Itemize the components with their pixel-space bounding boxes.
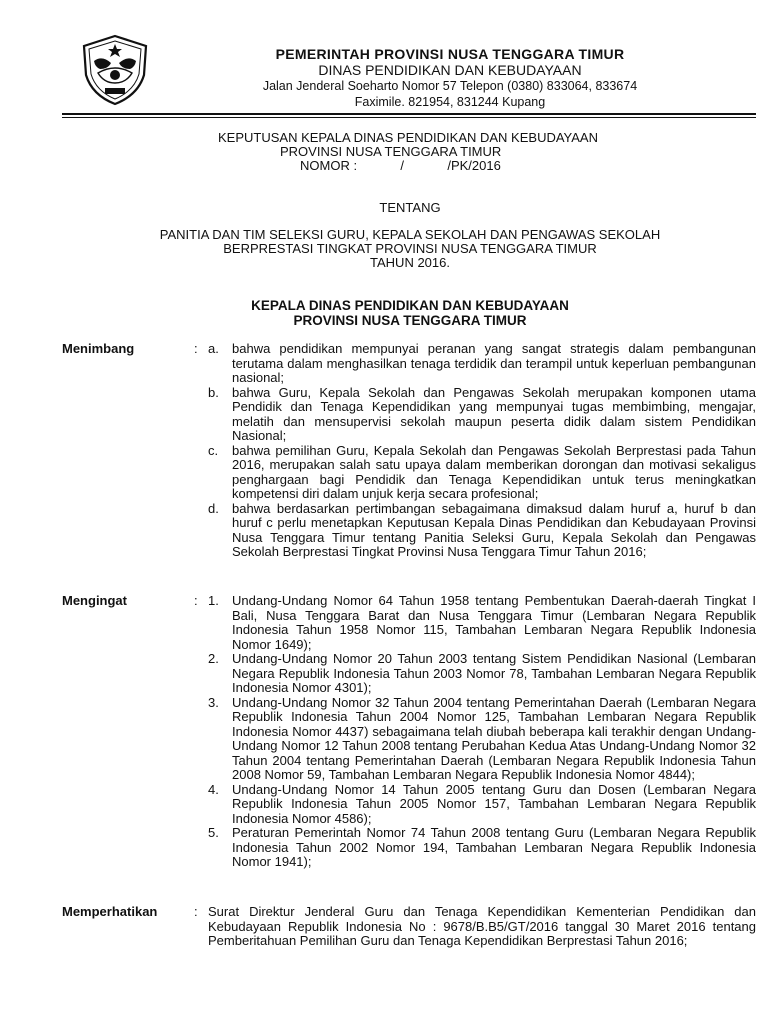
list-item <box>208 652 756 696</box>
menimbang-label: Menimbang <box>62 341 135 356</box>
list-item <box>208 783 756 827</box>
item-marker: 1. <box>208 593 219 608</box>
item-text: bahwa pemilihan Guru, Kepala Sekolah dan Pengawas Sekolah Berprestasi pada Tahun 2016, merupakan salah satu upaya dalam memberikan dorongan dan motivasi sekaligus penghargaan bagi Pendidik dan Tenaga Kependidikan untuk terus meningkatkan kompetensi diri dalam unjuk kerja secara profesional; <box>232 442 756 501</box>
issuing-official <box>100 298 720 328</box>
item-text: Peraturan Pemerintah Nomor 74 Tahun 2008 tentang Guru (Lembaran Negara Republik Indonesia Tahun 2002 Nomor 194, Tambahan Lembaran Negara Republik Indonesia Nomor 1941); <box>232 825 756 869</box>
official-line2: PROVINSI NUSA TENGGARA TIMUR <box>293 313 527 328</box>
provincial-crest-icon <box>78 33 152 107</box>
mengingat-colon: : <box>194 593 198 608</box>
official-line1: KEPALA DINAS PENDIDIKAN DAN KEBUDAYAAN <box>251 298 569 313</box>
item-marker: b. <box>208 384 219 400</box>
subject-line3: TAHUN 2016. <box>370 255 450 270</box>
list-item <box>208 826 756 870</box>
decree-subject <box>100 228 720 270</box>
item-marker: 2. <box>208 651 219 666</box>
item-text: Undang-Undang Nomor 20 Tahun 2003 tentang Sistem Pendidikan Nasional (Lembaran Negara Republik Indonesia Tahun 2003 Nomor 78, Tambahan Lembaran Negara Republik Indonesia Nomor 4301); <box>232 651 756 695</box>
item-marker: c. <box>208 442 219 458</box>
item-text: Undang-Undang Nomor 14 Tahun 2005 tentang Guru dan Dosen (Lembaran Negara Republik Indonesia Tahun 2005 Nomor 157, Tambahan Lembaran Negara Republik Indonesia Nomor 4586); <box>232 781 756 826</box>
mengingat-list <box>208 594 756 870</box>
decree-number: NOMOR : / /PK/2016 <box>300 158 501 173</box>
agency-name: DINAS PENDIDIKAN DAN KEBUDAYAAN <box>318 62 582 78</box>
item-text: bahwa Guru, Kepala Sekolah dan Pengawas Sekolah merupakan komponen utama Pendidik dan Tenaga Kependidikan yang mempunyai tugas membimbing, mengajar, melatih dan mensupervisi sekolah maupun peserta didik dalam sistem Pendidikan Nasional; <box>232 384 756 443</box>
agency-address: Jalan Jenderal Soeharto Nomor 57 Telepon (0380) 833064, 833674 <box>262 79 638 93</box>
memperhatikan-text: Surat Direktur Jenderal Guru dan Tenaga Kependidikan Kementerian Pendidikan dan Kebudayaan Republik Indonesia No : 9678/B.B5/GT/2016 tanggal 30 Maret 2016 tentang Pemberitahuan Pemilihan Guru dan Tenaga Kependidikan Berprestasi Tahun 2016; <box>208 904 756 948</box>
item-marker: 3. <box>208 694 219 710</box>
item-text: bahwa berdasarkan pertimbangan sebagaimana dimaksud dalam huruf a, huruf b dan huruf c perlu menetapkan Keputusan Kepala Dinas Pendidikan dan Kebudayaan Provinsi Nusa Tenggara Timur tentang Panitia Seleksi Guru, Kepala Sekolah dan Pengawas Sekolah Berprestasi Tingkat Provinsi Nusa Tenggara Timur Tahun 2016; <box>232 500 756 559</box>
letterhead-divider-thick <box>62 113 756 115</box>
memperhatikan-body <box>208 905 756 949</box>
mengingat-label: Mengingat <box>62 593 127 608</box>
agency-fax: Faximile. 821954, 831244 Kupang <box>354 95 546 109</box>
letterhead-divider-thin <box>62 117 756 118</box>
list-item <box>208 502 756 560</box>
government-name: PEMERINTAH PROVINSI NUSA TENGGARA TIMUR <box>275 46 625 62</box>
memperhatikan-colon: : <box>194 904 198 919</box>
item-marker: 5. <box>208 825 219 840</box>
item-marker: d. <box>208 500 219 516</box>
list-item <box>208 696 756 783</box>
subject-line1: PANITIA DAN TIM SELEKSI GURU, KEPALA SEKOLAH DAN PENGAWAS SEKOLAH <box>159 227 661 242</box>
list-item <box>208 594 756 652</box>
list-item <box>208 342 756 386</box>
item-marker: 4. <box>208 781 219 797</box>
item-text: Undang-Undang Nomor 64 Tahun 1958 tentang Pembentukan Daerah-daerah Tingkat I Bali, Nusa Tenggara Barat dan Nusa Tenggara Timur (Lembaran Negara Republik Indonesia Tahun 1958 Nomor 115, Tambahan Lembaran Negara Republik Indonesia Nomor 1649); <box>232 593 756 652</box>
decree-title-line1: KEPUTUSAN KEPALA DINAS PENDIDIKAN DAN KEBUDAYAAN <box>218 130 598 145</box>
menimbang-colon: : <box>194 341 198 356</box>
subject-line2: BERPRESTASI TINGKAT PROVINSI NUSA TENGGARA TIMUR <box>223 241 597 256</box>
letterhead <box>190 46 710 110</box>
menimbang-list <box>208 342 756 560</box>
item-marker: a. <box>208 341 219 356</box>
tentang-heading: TENTANG <box>379 200 441 215</box>
item-text: bahwa pendidikan mempunyai peranan yang sangat strategis dalam pembangunan terutama dalam menghasilkan tenaga terdidik dan terampil untuk keperluan pembangunan nasional; <box>232 341 756 385</box>
decree-title-line2: PROVINSI NUSA TENGGARA TIMUR <box>280 144 502 159</box>
list-item <box>208 444 756 502</box>
memperhatikan-label: Memperhatikan <box>62 904 158 919</box>
decree-heading <box>150 131 670 173</box>
list-item <box>208 386 756 444</box>
item-text: Undang-Undang Nomor 32 Tahun 2004 tentang Pemerintahan Daerah (Lembaran Negara Republik Indonesia Tahun 2004 Nomor 125, Tambahan Lembaran Negara Republik Indonesia Nomor 4437) sebagaimana telah diubah beberapa kali terakhir dengan Undang-Undang Nomor 12 Tahun 2008 tentang Perubahan Kedua Atas Undang-Undang Nomor 32 Tahun 2004 tentang Pemerintahan Daerah (Lembaran Negara Republik Indonesia Tahun 2008 Nomor 59, Tambahan Lembaran Negara Republik Indonesia Nomor 4844); <box>232 694 756 782</box>
